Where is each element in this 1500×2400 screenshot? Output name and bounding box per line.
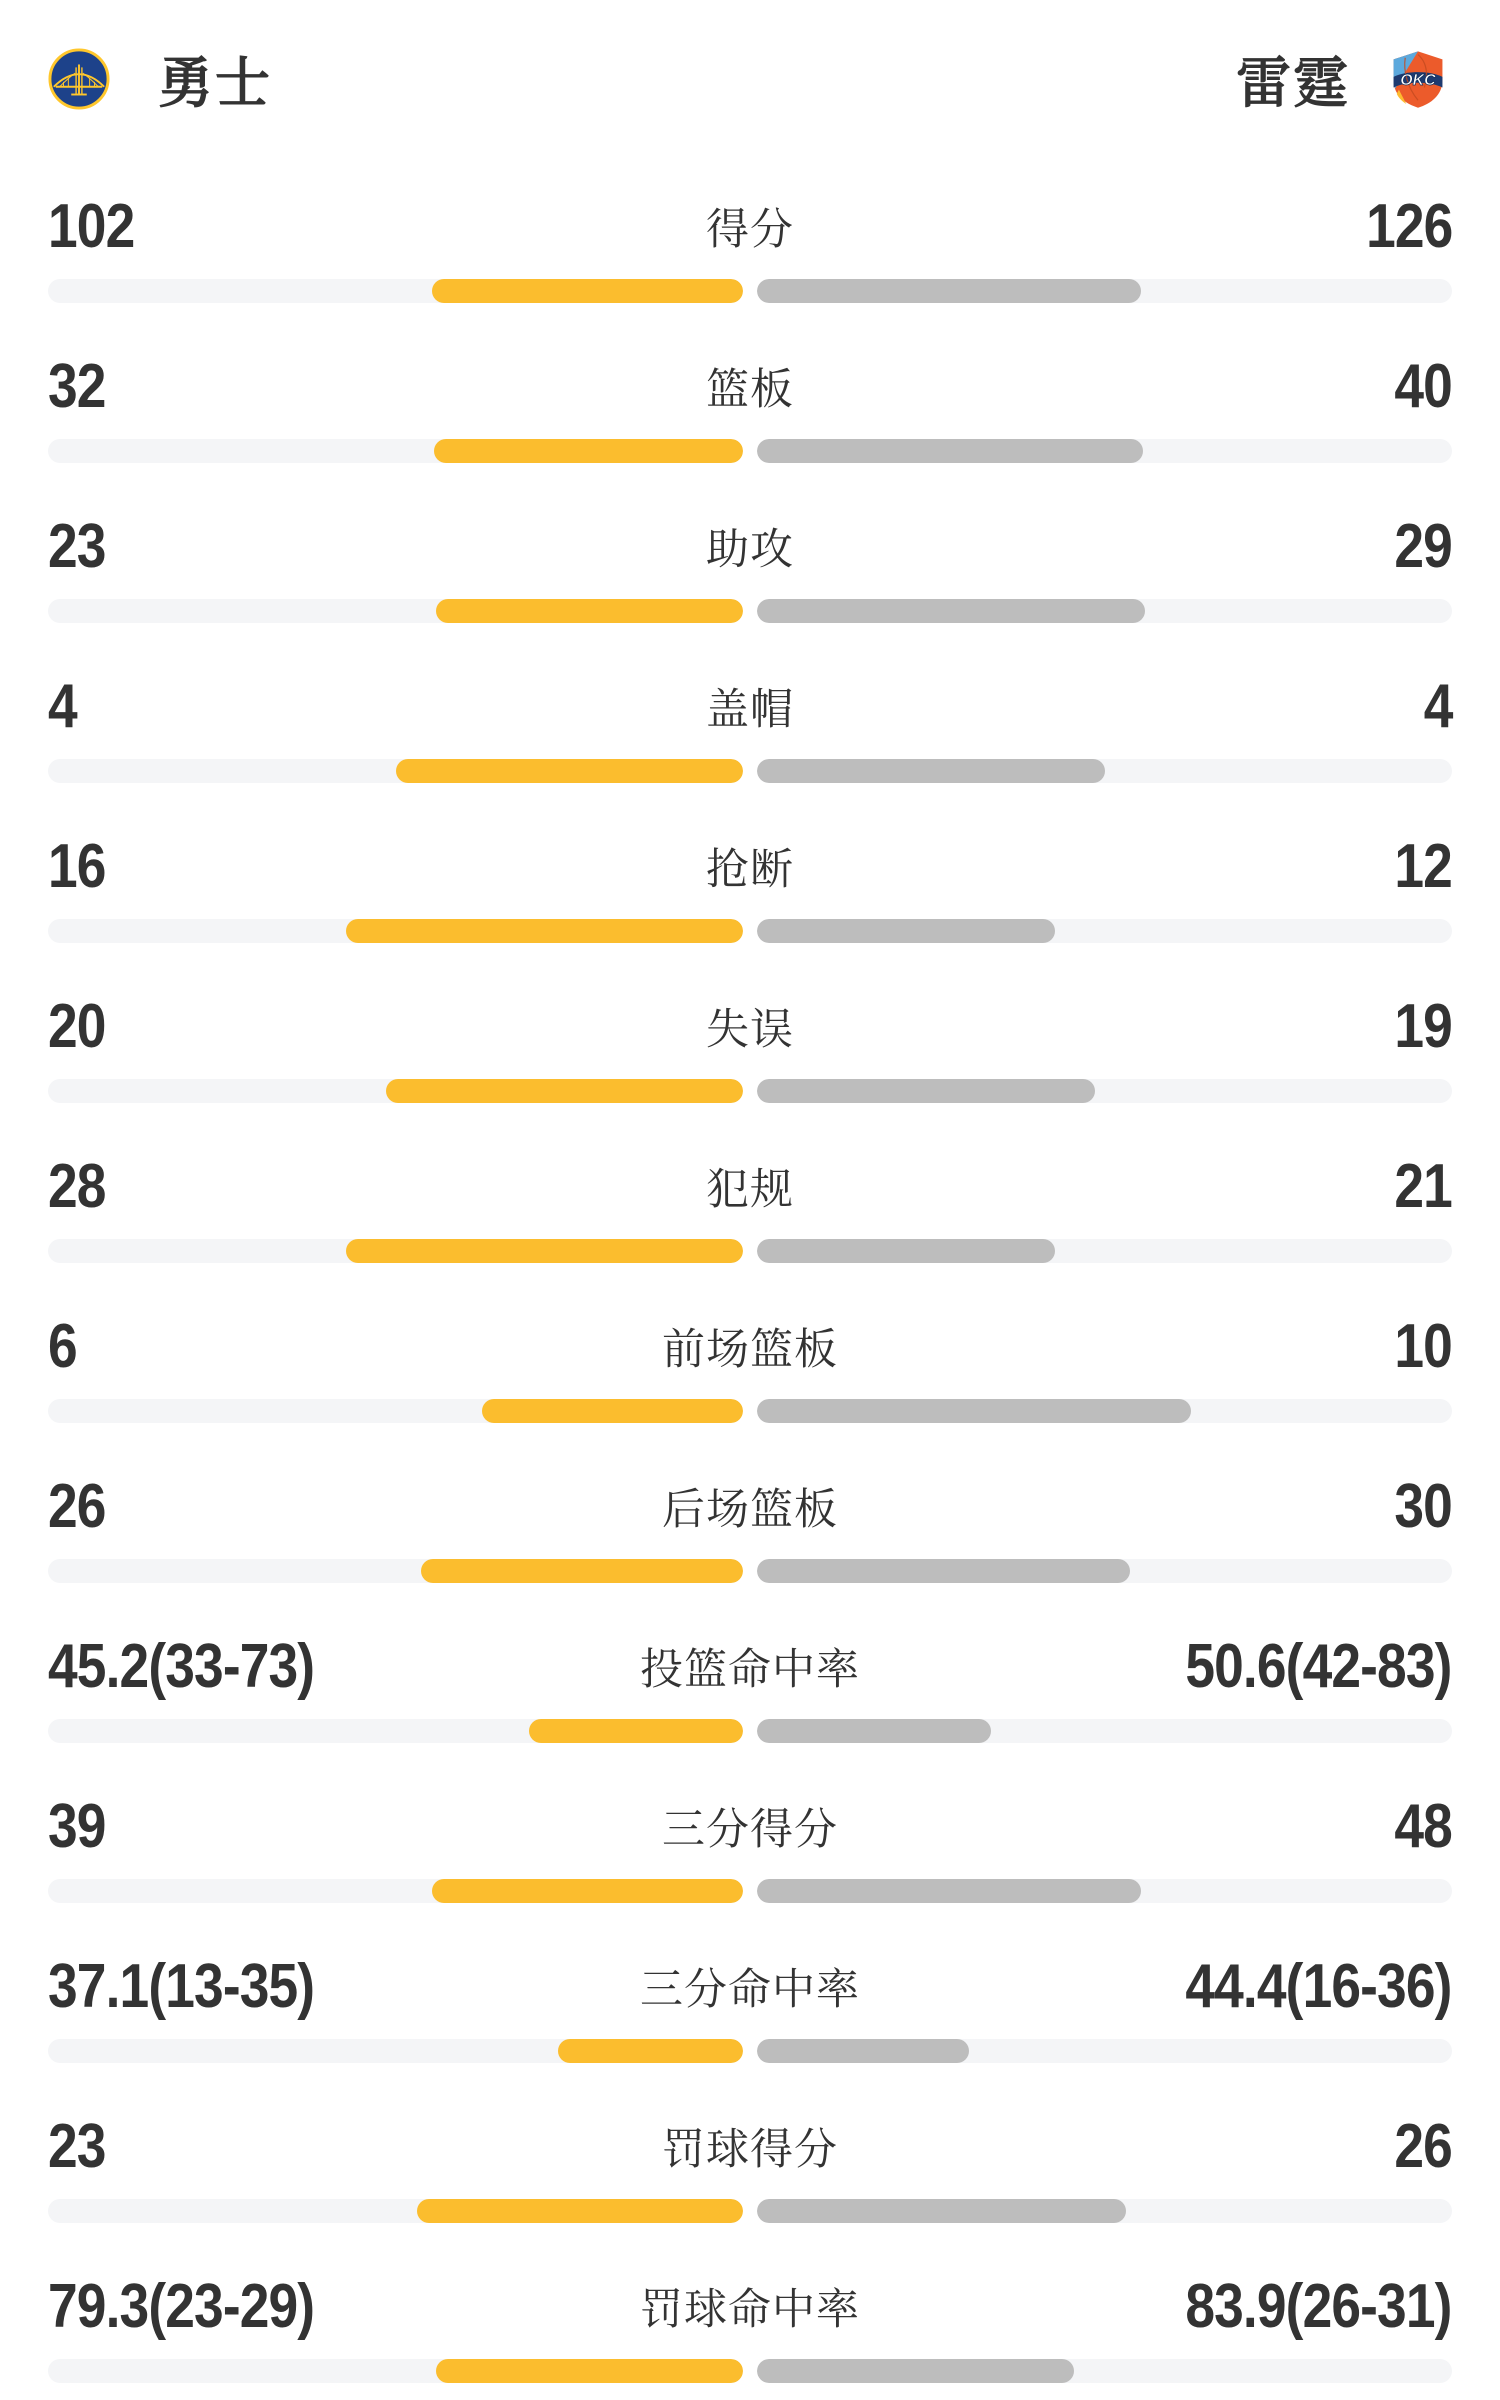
stat-row: [48, 346, 1452, 463]
home-stat-value: 28: [48, 1151, 106, 1221]
away-stat-value: 83.9(26-31): [1185, 2271, 1452, 2341]
home-stat-value: 32: [48, 351, 106, 421]
away-stat-bar-track: [757, 279, 1452, 303]
stat-row: [48, 2266, 1452, 2383]
away-stat-bar-track: [757, 1879, 1452, 1903]
home-stat-bar-fill: [558, 2039, 743, 2063]
away-stat-bar-fill: [757, 1559, 1130, 1583]
stat-line: [48, 186, 1452, 266]
home-stat-bar-track: [48, 2039, 743, 2063]
home-stat-bar-fill: [346, 1239, 743, 1263]
stats-comparison-list: [0, 186, 1500, 2383]
away-stat-bar-track: [757, 1239, 1452, 1263]
home-stat-bar-fill: [417, 2199, 743, 2223]
stat-row: [48, 1786, 1452, 1903]
away-stat-value: 21: [1394, 1151, 1452, 1221]
stat-row: [48, 666, 1452, 783]
home-stat-bar-track: [48, 1559, 743, 1583]
stat-label: 投篮命中率: [640, 1645, 860, 1694]
home-team-name: 勇士: [158, 52, 273, 114]
stat-row: [48, 506, 1452, 623]
stat-bar: [48, 1719, 1452, 1743]
away-stat-bar-fill: [757, 599, 1145, 623]
stat-line: [48, 1306, 1452, 1386]
home-stat-value: 23: [48, 511, 106, 581]
stat-line: [48, 986, 1452, 1066]
stat-bar: [48, 2039, 1452, 2063]
away-stat-value: 48: [1394, 1791, 1452, 1861]
stat-label: 三分得分: [662, 1805, 838, 1854]
home-stat-bar-fill: [436, 599, 743, 623]
away-stat-value: 40: [1394, 351, 1452, 421]
stat-bar: [48, 919, 1452, 943]
away-stat-value: 30: [1394, 1471, 1452, 1541]
home-stat-bar-track: [48, 599, 743, 623]
home-stat-bar-track: [48, 1879, 743, 1903]
home-stat-bar-track: [48, 439, 743, 463]
stat-row: [48, 986, 1452, 1103]
stat-row: [48, 1946, 1452, 2063]
svg-text:OKC: OKC: [1400, 71, 1436, 89]
away-stat-bar-fill: [757, 279, 1141, 303]
home-stat-bar-fill: [432, 279, 743, 303]
away-stat-value: 12: [1394, 831, 1452, 901]
away-stat-value: 10: [1394, 1311, 1452, 1381]
stat-label: 罚球命中率: [640, 2285, 860, 2334]
warriors-logo-icon: [48, 48, 110, 110]
stat-bar: [48, 2359, 1452, 2383]
match-header: [0, 0, 1500, 112]
home-stat-bar-track: [48, 279, 743, 303]
away-stat-bar-fill: [757, 2199, 1126, 2223]
away-stat-bar-track: [757, 1079, 1452, 1103]
home-stat-bar-fill: [346, 919, 743, 943]
stat-bar: [48, 1879, 1452, 1903]
stat-line: [48, 506, 1452, 586]
home-stat-value: 23: [48, 2111, 106, 2181]
away-stat-bar-track: [757, 439, 1452, 463]
home-stat-value: 79.3(23-29): [48, 2271, 315, 2341]
away-stat-bar-track: [757, 759, 1452, 783]
away-stat-value: 44.4(16-36): [1185, 1951, 1452, 2021]
away-stat-value: 4: [1423, 671, 1452, 741]
stat-label: 盖帽: [706, 685, 794, 734]
stat-line: [48, 1146, 1452, 1226]
stat-row: [48, 2106, 1452, 2223]
home-stat-bar-fill: [396, 759, 744, 783]
home-stat-value: 6: [48, 1311, 77, 1381]
away-stat-bar-track: [757, 2199, 1452, 2223]
stat-label: 篮板: [706, 365, 794, 414]
stat-row: [48, 1306, 1452, 1423]
stat-row: [48, 1466, 1452, 1583]
away-stat-bar-track: [757, 1559, 1452, 1583]
home-stat-bar-track: [48, 759, 743, 783]
home-stat-bar-track: [48, 1399, 743, 1423]
stat-label: 前场篮板: [662, 1325, 838, 1374]
stat-row: [48, 1146, 1452, 1263]
away-stat-value: 50.6(42-83): [1185, 1631, 1452, 1701]
home-stat-bar-track: [48, 1719, 743, 1743]
home-stat-value: 37.1(13-35): [48, 1951, 315, 2021]
away-stat-value: 29: [1394, 511, 1452, 581]
away-stat-bar-fill: [757, 759, 1105, 783]
stat-line: [48, 2266, 1452, 2346]
away-stat-bar-fill: [757, 1399, 1191, 1423]
home-stat-value: 45.2(33-73): [48, 1631, 315, 1701]
stat-bar: [48, 279, 1452, 303]
home-stat-bar-fill: [436, 2359, 743, 2383]
stat-bar: [48, 1399, 1452, 1423]
home-stat-bar-track: [48, 1239, 743, 1263]
away-stat-bar-fill: [757, 439, 1143, 463]
away-stat-bar-fill: [757, 2039, 969, 2063]
home-stat-value: 4: [48, 671, 77, 741]
home-stat-bar-fill: [529, 1719, 743, 1743]
stat-bar: [48, 439, 1452, 463]
home-stat-bar-fill: [482, 1399, 743, 1423]
stat-label: 助攻: [706, 525, 794, 574]
home-stat-value: 39: [48, 1791, 106, 1861]
stat-bar: [48, 1559, 1452, 1583]
away-stat-value: 19: [1394, 991, 1452, 1061]
stat-label: 罚球得分: [662, 2125, 838, 2174]
home-stat-bar-fill: [421, 1559, 743, 1583]
away-stat-bar-fill: [757, 1239, 1055, 1263]
stat-line: [48, 1626, 1452, 1706]
home-stat-bar-track: [48, 2359, 743, 2383]
away-stat-bar-track: [757, 1719, 1452, 1743]
home-stat-bar-track: [48, 2199, 743, 2223]
home-stat-value: 20: [48, 991, 106, 1061]
home-team-header[interactable]: [48, 39, 272, 118]
away-team-header[interactable]: [1236, 39, 1452, 118]
stat-label: 抢断: [706, 845, 794, 894]
away-stat-bar-track: [757, 599, 1452, 623]
away-stat-bar-fill: [757, 1879, 1141, 1903]
stat-row: [48, 826, 1452, 943]
stat-bar: [48, 1239, 1452, 1263]
stat-line: [48, 2106, 1452, 2186]
stat-label: 后场篮板: [662, 1485, 838, 1534]
home-stat-value: 16: [48, 831, 106, 901]
away-stat-bar-fill: [757, 2359, 1074, 2383]
home-stat-value: 26: [48, 1471, 106, 1541]
away-stat-bar-track: [757, 1399, 1452, 1423]
stat-label: 得分: [706, 205, 794, 254]
away-stat-bar-track: [757, 2359, 1452, 2383]
away-stat-bar-track: [757, 2039, 1452, 2063]
away-stat-value: 126: [1365, 191, 1452, 261]
stat-label: 三分命中率: [640, 1965, 860, 2014]
stat-line: [48, 666, 1452, 746]
away-stat-bar-track: [757, 919, 1452, 943]
stat-label: 失误: [706, 1005, 794, 1054]
stat-row: [48, 186, 1452, 303]
home-stat-bar-track: [48, 1079, 743, 1103]
away-stat-bar-fill: [757, 1719, 991, 1743]
stat-line: [48, 1786, 1452, 1866]
away-stat-value: 26: [1394, 2111, 1452, 2181]
away-team-name: 雷霆: [1235, 52, 1350, 114]
home-stat-bar-fill: [386, 1079, 743, 1103]
stat-bar: [48, 759, 1452, 783]
stat-bar: [48, 599, 1452, 623]
home-stat-bar-track: [48, 919, 743, 943]
okc-thunder-logo-icon: [1384, 45, 1452, 113]
home-stat-bar-fill: [432, 1879, 743, 1903]
stat-row: [48, 1626, 1452, 1743]
home-stat-value: 102: [48, 191, 135, 261]
stat-line: [48, 826, 1452, 906]
stat-line: [48, 346, 1452, 426]
stat-line: [48, 1946, 1452, 2026]
stat-bar: [48, 1079, 1452, 1103]
stat-line: [48, 1466, 1452, 1546]
stat-bar: [48, 2199, 1452, 2223]
away-stat-bar-fill: [757, 1079, 1095, 1103]
stat-label: 犯规: [706, 1165, 794, 1214]
away-stat-bar-fill: [757, 919, 1055, 943]
home-stat-bar-fill: [434, 439, 743, 463]
